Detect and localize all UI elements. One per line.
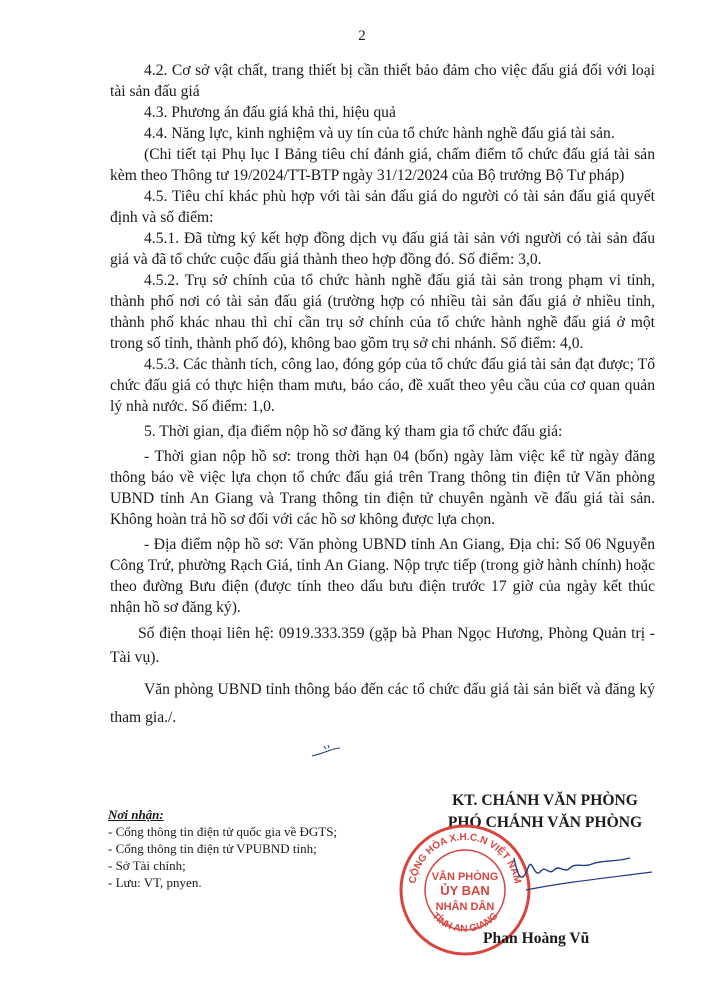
paragraph-contact-phone: Số điện thoại liên hệ: 0919.333.359 (gặp bà Phan Ngọc Hương, Phòng Quản trị - Tài vụ). [110,625,655,666]
paragraph-4-5: 4.5. Tiêu chí khác phù hợp với tài sản đấu giá do người có tài sản đấu giá quyết định và số điểm: [110,188,655,226]
paragraph-submission-time: - Thời gian nộp hồ sơ: trong thời hạn 04 (bốn) ngày làm việc kể từ ngày đăng thông báo về việc lựa chọn tổ chức đấu giá trên Trang thông tin điện tử Văn phòng UBND tỉnh An Giang và Trang thông tin điện tử chuyên ngành về đấu giá tài sản. Không hoàn trả hồ sơ đối với các hồ sơ không được lựa chọn. [110,448,655,528]
paragraph-4-5-1: 4.5.1. Đã từng ký kết hợp đồng dịch vụ đấu giá tài sản với người có tài sản đấu giá và đã tổ chức cuộc đấu giá thành theo hợp đồng đó. Số điểm: 3,0. [110,230,655,268]
recipient-item: - Cổng thông tin điện tử quốc gia về ĐGTS; [108,824,338,839]
signer-name: Phan Hoàng Vũ [483,930,590,947]
seal-center-line1: VĂN PHÒNG [431,871,499,883]
paragraph-section-5: 5. Thời gian, địa điểm nộp hồ sơ đăng ký tham gia tổ chức đấu giá: [144,423,563,440]
paragraph-4-5-2: 4.5.2. Trụ sở chính của tổ chức hành nghề đấu giá tài sản trong phạm vi tỉnh, thành phố nơi có tài sản đấu giá (trường hợp có nhiều tài sản đấu giá ở nhiều tỉnh, thành phố khác nhau thì chỉ cần trụ sở chính của tổ chức hành nghề đấu giá ở một trong số tỉnh, thành phố đó), không bao gồm trụ sở chi nhánh. Số điểm: 4,0. [110,272,655,352]
recipients-list [108,806,388,891]
recipient-item: - Cổng thông tin điện tử VPUBND tỉnh; [108,841,317,856]
paragraph-4-3: 4.3. Phương án đấu giá khả thi, hiệu quả [144,104,396,121]
paragraph-closing: Văn phòng UBND tỉnh thông báo đến các tổ chức đấu giá tài sản biết và đăng ký tham gia./. [110,681,655,726]
signature-title-line2: PHÓ CHÁNH VĂN PHÒNG [447,814,643,831]
paragraph-appendix-note: (Chi tiết tại Phụ lục I Bảng tiêu chí đánh giá, chấm điểm tổ chức đấu giá tài sản kèm theo Thông tư 19/2024/TT-BTP ngày 31/12/2024 của Bộ trưởng Bộ Tư pháp) [110,146,655,184]
page-number: 2 [358,28,366,44]
seal-center-line2: ỦY BAN [440,883,490,898]
seal-ring-text: CỘNG HÒA X.H.C.N VIỆT NAM [407,831,523,885]
recipient-item: - Lưu: VT, pnyen. [108,875,202,890]
signature-title-line1: KT. CHÁNH VĂN PHÒNG [452,792,638,809]
seal-bottom-text: TỈNH AN GIANG [429,910,501,935]
recipients-heading: Nơi nhận: [108,807,164,822]
paragraph-4-2: 4.2. Cơ sở vật chất, trang thiết bị cần thiết bảo đảm cho việc đấu giá đối với loại tài sản đấu giá [110,62,655,100]
recipient-item: - Sở Tài chính; [108,858,186,873]
handwritten-signature [506,838,656,898]
paragraph-4-4: 4.4. Năng lực, kinh nghiệm và uy tín của tổ chức hành nghề đấu giá tài sản. [144,125,615,142]
document-body [110,60,655,732]
initial-mark [310,742,342,760]
seal-center-line3: NHÂN DÂN [435,901,495,913]
paragraph-4-5-3: 4.5.3. Các thành tích, công lao, đóng góp của tổ chức đấu giá tài sản đạt được; Tổ chức đấu giá có thực hiện tham mưu, báo cáo, đề xuất theo yêu cầu của cơ quan quản lý nhà nước. Số điểm: 1,0. [110,356,655,415]
paragraph-submission-place: - Địa điểm nộp hồ sơ: Văn phòng UBND tỉnh An Giang, Địa chỉ: Số 06 Nguyễn Công Trứ, phường Rạch Giá, tỉnh An Giang. Nộp trực tiếp (trong giờ hành chính) hoặc theo đường Bưu điện (được tính theo dấu bưu điện trước 17 giờ của ngày kết thúc nhận hồ sơ đăng ký). [110,536,655,616]
